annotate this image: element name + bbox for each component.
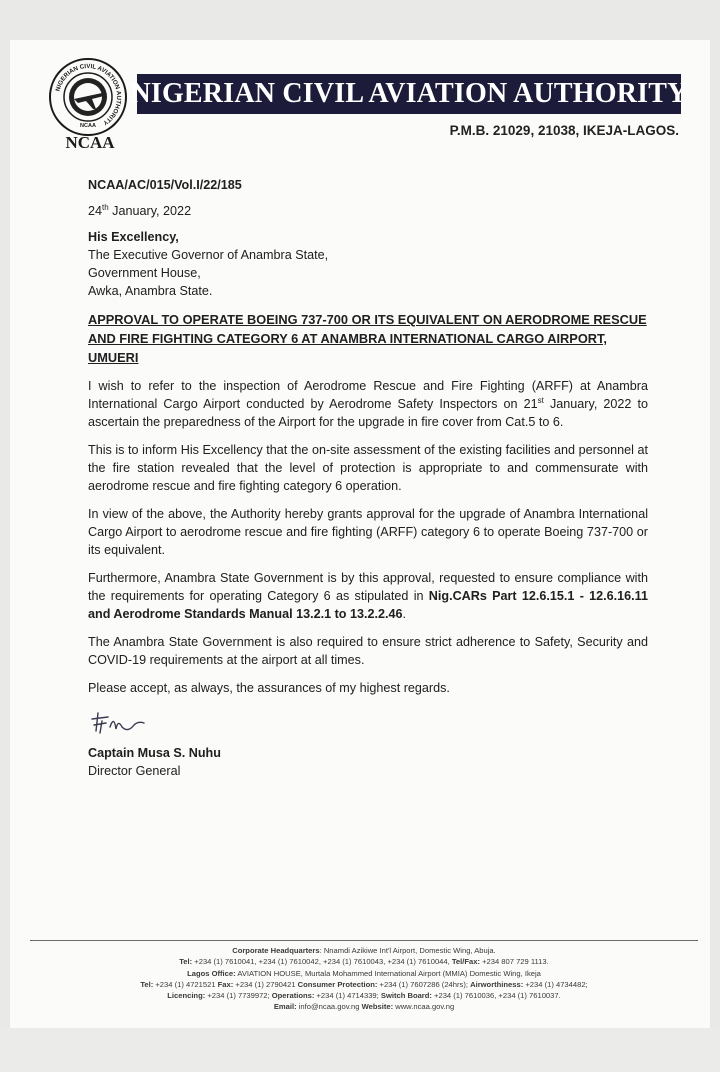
letter-page [10,40,710,1030]
paragraph-5: The Anambra State Government is also required to ensure strict adherence to Safety, Security and COVID-19 requirements at the airport at all times. [88,635,648,667]
paragraph-3: In view of the above, the Authority hereby grants approval for the upgrade of Anambra International Cargo Airport to aerodrome rescue and fire fighting (ARFF) category 6 to operate Boeing 737-700 or its equivalent. [88,507,648,557]
photo-margin [0,1028,720,1072]
postal-address: P.M.B. 21029, 21038, IKEJA-LAGOS. [449,123,679,138]
footer-line: Email: info@ncaa.gov.ng Website: www.ncaa.gov.ng [273,1002,455,1012]
footer-line: Tel: +234 (1) 7610041, +234 (1) 7610042, +234 (1) 7610043, +234 (1) 7610044, Tel/Fax: +234 807 729 1113. [179,957,549,967]
reference-number: NCAA/AC/015/Vol.I/22/185 [88,178,242,192]
seal-ring-text: NIGERIAN CIVIL AVIATION AUTHORITY [54,62,123,127]
footer-line: Lagos Office: AVIATION HOUSE, Murtala Mohammed International Airport (MMIA) Domestic Wing, Ikeja [187,968,541,978]
signer-name: Captain Musa S. Nuhu [88,746,221,760]
letter-body [88,176,648,780]
recipient-address [88,228,648,300]
seal-caption: NCAA [65,133,115,152]
closing-line: Please accept, as always, the assurances of my highest regards. [88,681,450,695]
footer-line: Licencing: +234 (1) 7739972; Operations: +234 (1) 4714339; Switch Board: +234 (1) 7610036, +234 (1) 7610037. [167,991,561,1001]
letter-footer [30,945,698,1013]
address-line: Government House, [88,266,201,280]
footer-line: Tel: +234 (1) 4721521 Fax: +234 (1) 2790421 Consumer Protection: +234 (1) 7607286 (24hrs); Airworthiness: +234 (1) 4734482; [140,979,588,989]
letter-subject: APPROVAL TO OPERATE BOEING 737-700 OR ITS EQUIVALENT ON AERODROME RESCUE AND FIRE FIGHTING CATEGORY 6 AT ANAMBRA INTERNATIONAL CARGO AIRPORT, UMUERI [88,312,647,365]
letter-date: 24th January, 2022 [88,203,192,218]
address-line: The Executive Governor of Anambra State, [88,248,329,262]
signer-title: Director General [88,764,181,778]
seal-inner-text: NCAA [80,123,96,129]
address-line: Awka, Anambra State. [88,284,213,298]
signature-block [88,709,648,780]
paragraph-2: This is to inform His Excellency that the on-site assessment of the existing facilities and personnel at the fire station revealed that the level of protection is appropriate to and commensurate with aerodrome rescue and fire fighting category 6 operation. [88,443,648,493]
paragraph-4: Furthermore, Anambra State Government is by this approval, requested to ensure compliance with the requirements for operating Category 6 as stipulated in Nig.CARs Part 12.6.15.1 - 12.6.16.11 and Aerodrome Standards Manual 13.2.1 to 13.2.2.46. [88,571,648,621]
ncaa-seal-icon [48,57,128,137]
salutation: His Excellency, [88,230,179,244]
organization-banner: NIGERIAN CIVIL AVIATION AUTHORITY [137,74,681,114]
footer-line: Corporate Headquarters: Nnamdi Azikiwe Int'l Airport, Domestic Wing, Abuja. [232,946,496,955]
paragraph-1: I wish to refer to the inspection of Aerodrome Rescue and Fire Fighting (ARFF) at Anambra International Cargo Airport conducted by Aerodrome Safety Inspectors on 21st January, 2022 to ascertain the preparedness of the Airport for the upgrade in fire cover from Cat.5 to 6. [88,379,649,429]
footer-divider [30,940,698,941]
handwritten-signature [88,709,148,737]
